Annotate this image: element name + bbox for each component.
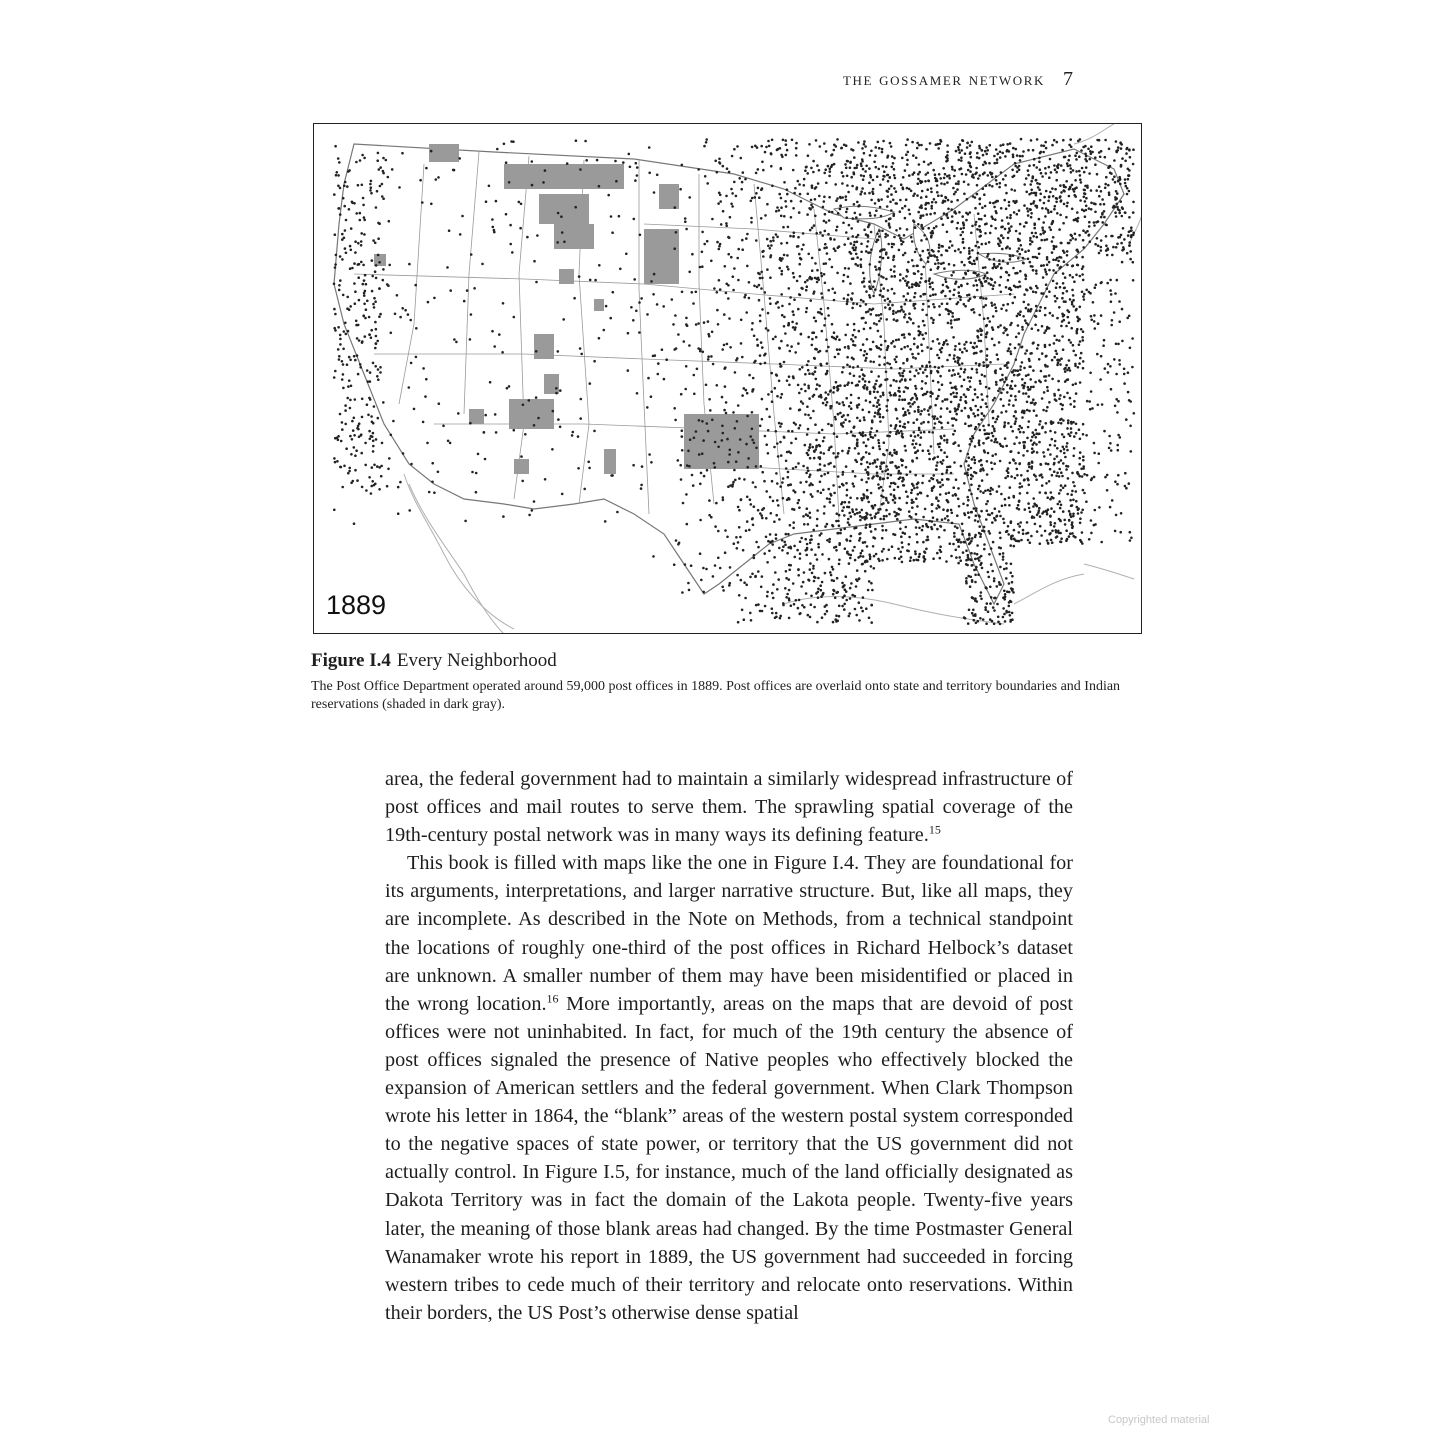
map-year-label: 1889 <box>326 590 387 620</box>
indian-reservations <box>374 144 759 474</box>
figure-title: Every Neighborhood <box>396 650 557 671</box>
paragraph-2-text-b: More importantly, areas on the maps that are devoid of post offices were not uninhabited. In fact, for much of the 19th century the absence of post offices signaled the presence of Native peoples who effectively blocked the expansion of American settlers and the federal government. When Clark Thompson wrote his letter in 1864, the “blank” areas of the western postal system corresponded to the negative spaces of state power, or territory that the US government did not actually control. In Figure I.5, for instance, much of the land officially designated as Dakota Territory was in fact the domain of the Lakota people. Twenty-five years later, the meaning of those blank areas had changed. By the time Postmaster General Wanamaker wrote his report in 1889, the US government had succeeded in forcing western tribes to cede much of their territory and relocate onto reservations. Within their borders, the US Post’s otherwise dense spatial <box>385 992 1073 1324</box>
footnote-ref-16[interactable]: 16 <box>546 991 559 1006</box>
copyright-watermark: Copyrighted material <box>1108 1414 1210 1426</box>
page-number: 7 <box>1063 68 1073 90</box>
us-outline <box>334 144 1124 604</box>
running-head-title: the gossamer network <box>842 69 1045 89</box>
post-office-dots <box>333 138 1135 625</box>
body-text <box>385 765 1073 1327</box>
figure-caption <box>311 650 1147 714</box>
paragraph-1-text: area, the federal government had to maintain a similarly widespread infrastructure of post offices and mail routes to serve them. The sprawling spatial coverage of the 19th-century postal network was in many ways its defining feature. <box>385 768 1073 847</box>
caption-text: The Post Office Department operated around 59,000 post offices in 1889. Post offices are overlaid onto state and territory boundaries and Indian reservations (shaded in dark gray). <box>311 679 1121 712</box>
running-head <box>700 68 1073 91</box>
figure-map <box>313 123 1142 634</box>
post-office-map <box>314 124 1142 634</box>
paragraph-2-text-a: This book is filled with maps like the one in Figure I.4. They are foundational for its arguments, interpretations, and larger narrative structure. But, like all maps, they are incomplete. As described in the Note on Methods, from a technical standpoint the locations of roughly one-third of the post offices in Richard Helbock’s dataset are unknown. A smaller number of them may have been misidentified or placed in the wrong location. <box>385 852 1073 1015</box>
figure-number: Figure I.4 <box>311 650 391 671</box>
paragraph-1 <box>385 765 1073 849</box>
paragraph-2 <box>385 849 1073 1327</box>
footnote-ref-15[interactable]: 15 <box>928 822 941 837</box>
caption-heading <box>311 650 1147 672</box>
